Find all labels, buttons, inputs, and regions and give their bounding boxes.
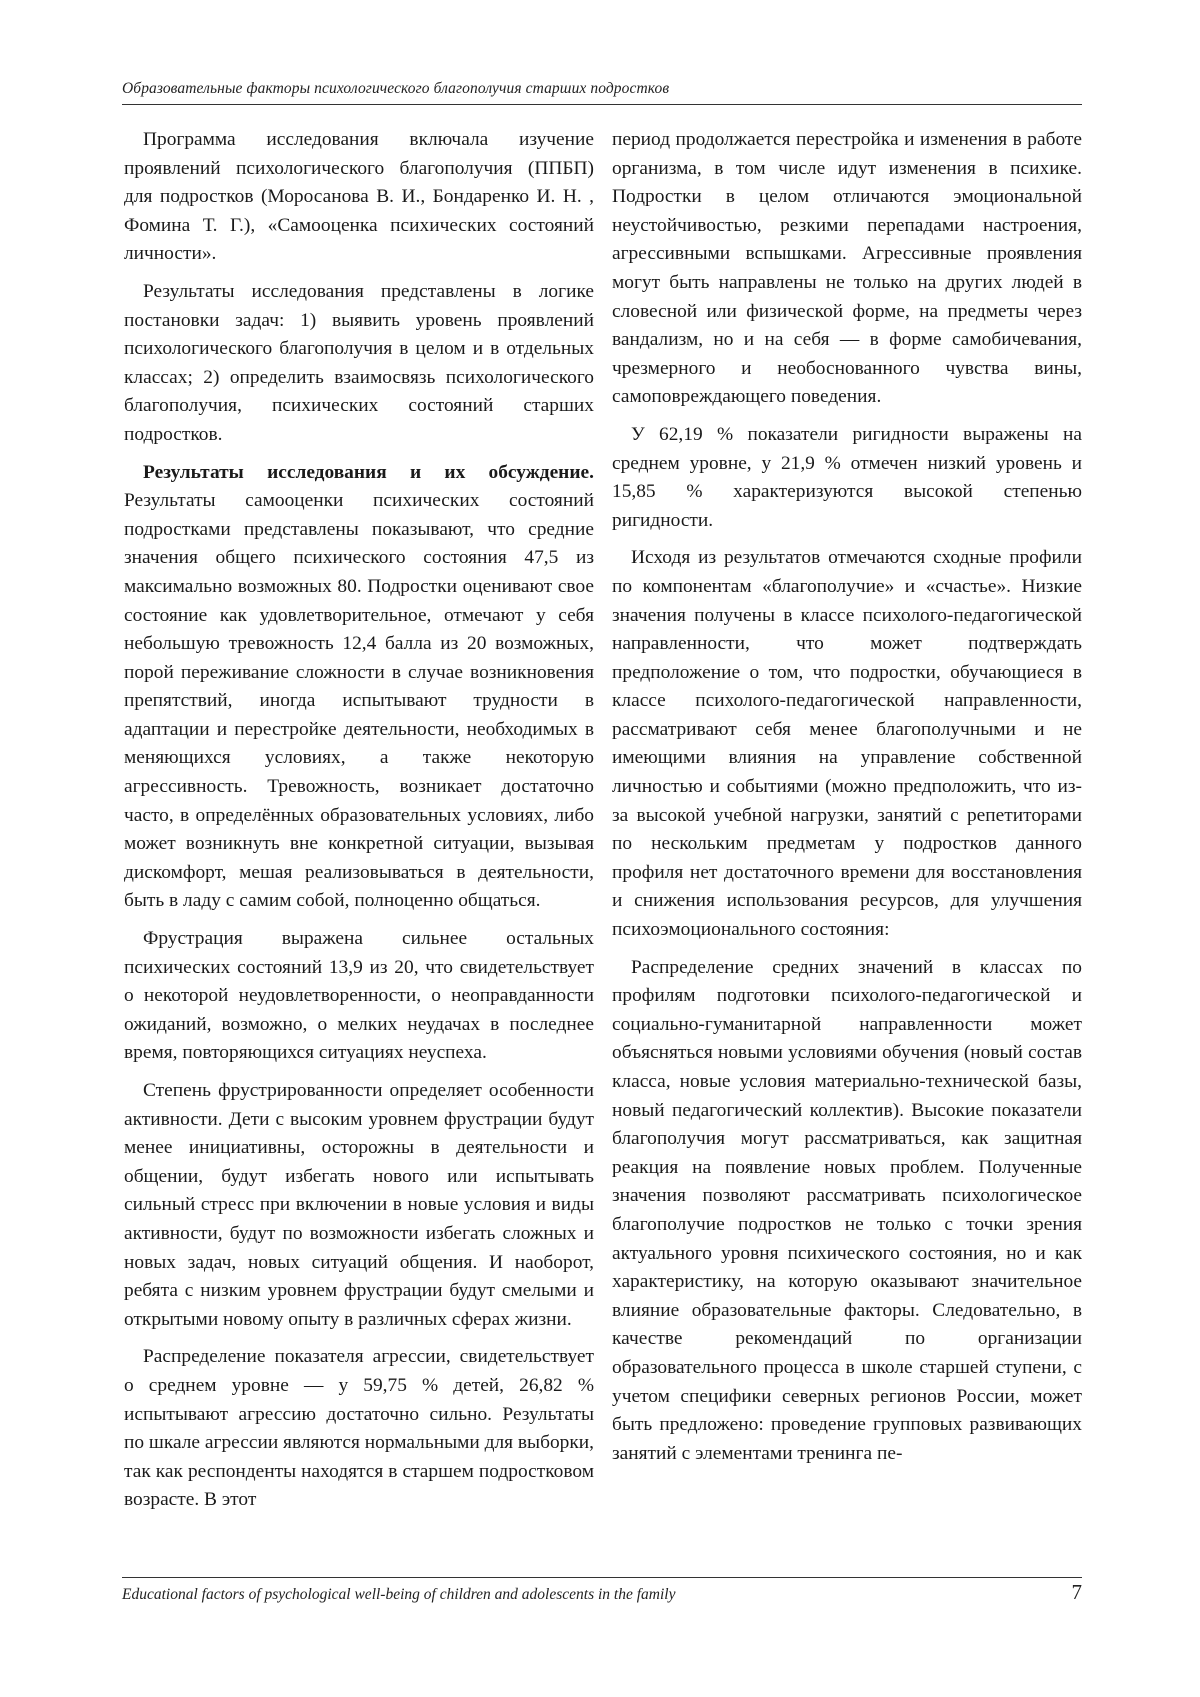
- paragraph-text: Результаты самооценки психических состояний подростками представлены показывают, что средние значения общего психического состояния 47,5 из максимально возможных 80. Подростки оценивают свое состояние как удовлетворительное, отмечают у себя небольшую тревожность 12,4 балла из 20 возможных, порой переживание сложности в случае возникновения препятствий, иногда испытывают трудности в адаптации и перестройке деятельности, необходимых в меняющихся условиях, а также некоторую агрессивность. Тревожность, возникает достаточно часто, в определённых образовательных условиях, либо может возникнуть вне конкретной ситуации, вызывая дискомфорт, мешая реализовываться в деятельности, быть в ладу с самим собой, полноценно общаться.: [124, 490, 594, 912]
- paragraph: Результаты исследования представлены в логике постановки задач: 1) выявить уровень проявлений психологического благополучия в целом и в отдельных классах; 2) определить взаимосвязь психологического благополучия, психических состояний старших подростков.: [124, 280, 594, 445]
- right-column: [612, 126, 1082, 1562]
- running-footer-title: Educational factors of psychological well-being of children and adolescents in the family: [122, 1586, 676, 1603]
- paragraph-continued: период продолжается перестройка и изменения в работе организма, в том числе идут изменения в психике. Подростки в целом отличаются эмоциональной неустойчивостью, резкими перепадами настроения, агрессивными вспышками. Агрессивные проявления могут быть направлены не только на других людей в словесной или физической форме, на предметы через вандализм, но и на себя — в форме самобичевания, чрезмерного и необоснованного чувства вины, самоповреждающего поведения.: [612, 129, 1082, 408]
- paragraph: Исходя из результатов отмечаются сходные профили по компонентам «благополучие» и «счастье». Низкие значения получены в классе психолого-педагогической направленности, что может подтверждать предположение о том, что подростки, обучающиеся в классе психолого-педагогической направленности, рассматривают себя менее благополучными и не имеющими влияния на управление собственной личностью и событиями (можно предположить, что из-за высокой учебной нагрузки, занятий с репетиторами по нескольким предметам у подростков данного профиля нет достаточного времени для восстановления и снижения использования ресурсов, для улучшения психоэмоционального состояния:: [612, 547, 1082, 941]
- paragraph: [124, 459, 594, 917]
- paragraph: Распределение средних значений в классах по профилям подготовки психолого-педагогической и социально-гуманитарной направленности может объясняться новыми условиями обучения (новый состав класса, новые условия материально-технической базы, новый педагогический коллектив). Высокие показатели благополучия могут рассматриваться, как защитная реакция на появление новых проблем. Полученные значения позволяют рассматривать психологическое благополучие подростков не только с точки зрения актуального уровня психического состояния, но и как характеристику, на которую оказывают значительное влияние образовательные факторы. Следовательно, в качестве рекомендаций по организации образовательного процесса в школе старшей ступени, с учетом специфики северных регионов России, может быть предложено: проведение групповых развивающих занятий с элементами тренинга пе-: [612, 956, 1082, 1464]
- running-header-title: Образовательные факторы психологического благополучия старших подростков: [122, 80, 670, 97]
- paragraph: Программа исследования включала изучение проявлений психологического благополучия (ППБП) для подростков (Моросанова В. И., Бондаренко И. Н. , Фомина Т. Г.), «Самооценка психических состояний личности».: [124, 129, 594, 265]
- section-heading: Результаты исследования и их обсуждение.: [143, 461, 594, 483]
- page-number: 7: [1071, 1580, 1082, 1604]
- paragraph: Распределение показателя агрессии, свидетельствует о среднем уровне — у 59,75 % детей, 26,82 % испытывают агрессию достаточно сильно. Результаты по шкале агрессии являются нормальными для выборки, так как респонденты находятся в старшем подростковом возрасте. В этот: [124, 1346, 594, 1511]
- paragraph: Фрустрация выражена сильнее остальных психических состояний 13,9 из 20, что свидетельствует о некоторой неудовлетворенности, о неоправданности ожиданий, возможно, о мелких неудачах в последнее время, повторяющихся ситуациях неуспеха.: [124, 928, 594, 1064]
- left-column: [124, 126, 594, 1562]
- paragraph: Степень фрустрированности определяет особенности активности. Дети с высоким уровнем фрустрации будут менее инициативны, осторожны в деятельности и общении, будут избегать нового или испытывать сильный стресс при включении в новые условия и виды активности, будут по возможности избегать сложных и новых задач, новых ситуаций общения. И наоборот, ребята с низким уровнем фрустрации будут смелыми и открытыми новому опыту в различных сферах жизни.: [124, 1080, 594, 1330]
- footer-rule: [122, 1577, 1082, 1578]
- paragraph: У 62,19 % показатели ригидности выражены на среднем уровне, у 21,9 % отмечен низкий уровень и 15,85 % характеризуются высокой степенью ригидности.: [612, 423, 1082, 531]
- header-rule: [122, 104, 1082, 105]
